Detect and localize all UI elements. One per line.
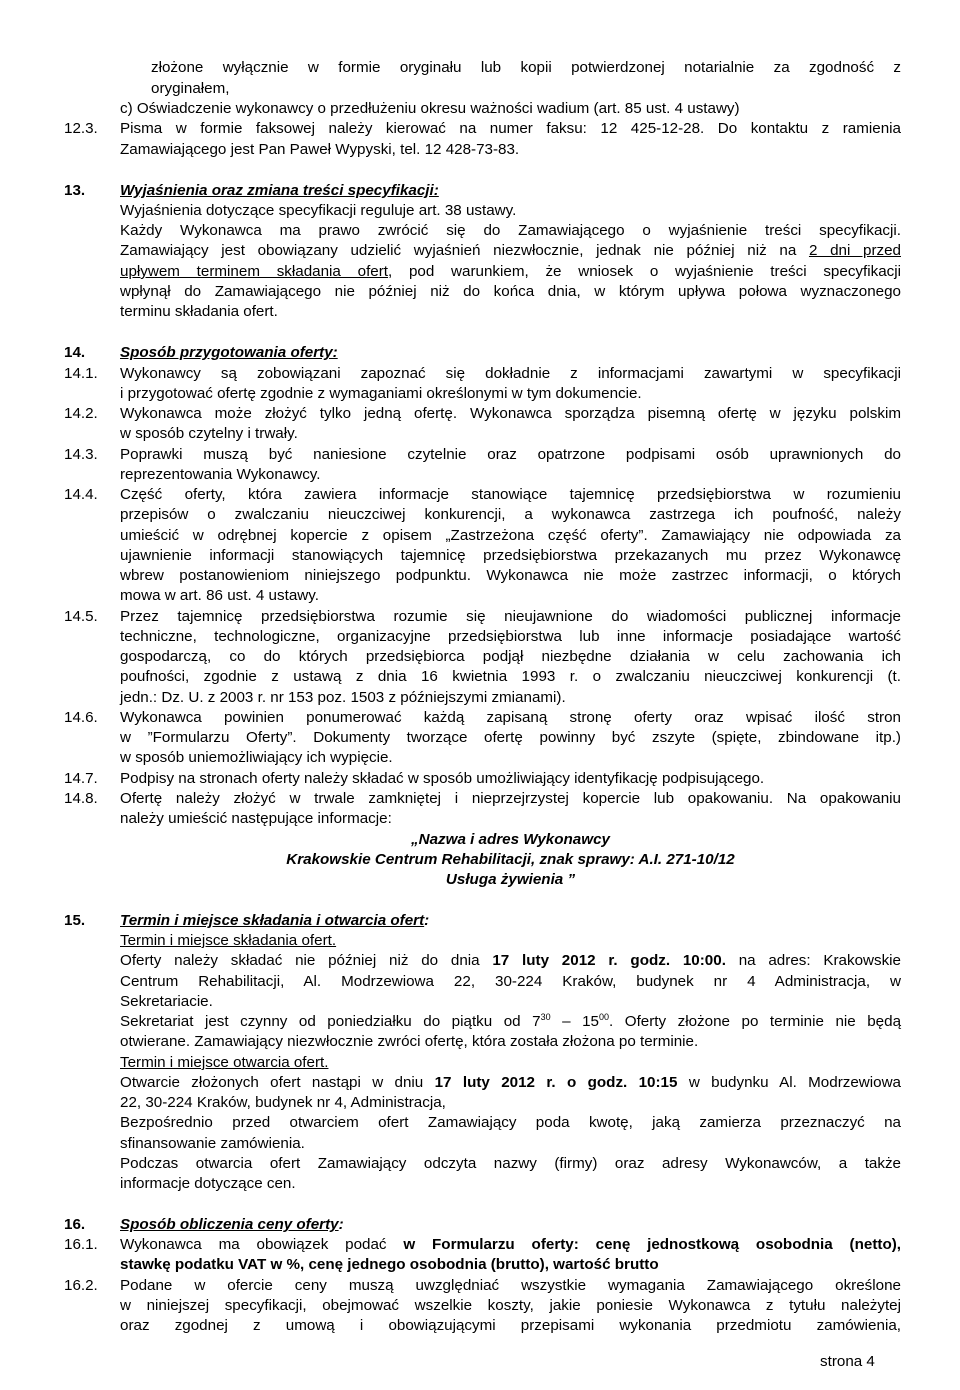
text-line: c) Oświadczenie wykonawcy o przedłużeniu okresu ważności wadium (art. 85 ust. 4 ustawy) (120, 100, 740, 117)
text-line: informacje dotyczące cen. (120, 1175, 296, 1192)
text-line: Podane w ofercie ceny muszą uwzględniać wszystkie wymagania Zamawiającego określone (120, 1277, 901, 1294)
text-line: otwierane. Zamawiający niezwłocznie zwróci ofertę, która została złożona po terminie. (120, 1033, 699, 1050)
section-number: 16. (64, 1216, 86, 1233)
section-number: 14.3. (64, 446, 98, 463)
underlined-text: upływem terminem składania ofert (120, 263, 389, 280)
section-number: 16.2. (64, 1277, 98, 1294)
text-line: Wyjaśnienia dotyczące specyfikacji reguluje art. 38 ustawy. (120, 202, 517, 219)
subheading: Termin i miejsce otwarcia ofert. (120, 1054, 329, 1071)
text-run: Sekretariat jest czynny od poniedziałku do piątku od 7 (120, 1013, 541, 1030)
text-line: mowa w art. 86 ust. 4 ustawy. (120, 587, 319, 604)
text-run: , pod warunkiem, że wniosek o wyjaśnienie treści specyfikacji (388, 263, 901, 280)
text-line: Przez tajemnicę przedsiębiorstwa rozumie się nieujawnione do wiadomości publicznej informacje (120, 608, 901, 625)
section-heading: Sposób przygotowania oferty: (120, 344, 338, 361)
text-line: złożone wyłącznie w formie oryginału lub kopii potwierdzonej notarialnie za zgodność z (151, 59, 901, 76)
text-line: gospodarczą, co do których przedsiębiorca podjął niezbędne działania w celu zachowania ich (120, 648, 901, 665)
text-run: Otwarcie złożonych ofert nastąpi w dniu (120, 1074, 435, 1091)
page-number: strona 4 (820, 1353, 875, 1370)
section-number: 13. (64, 182, 86, 199)
section-number: 14. (64, 344, 86, 361)
text-line: 22, 30-224 Kraków, budynek nr 4, Administracja, (120, 1094, 446, 1111)
text-line: ujawnienie informacji stanowiących tajemnicę przedsiębiorstwa przekazanych mu przez Wykonawcę (120, 547, 901, 564)
heading-colon: : (424, 912, 430, 929)
section-heading: Wyjaśnienia oraz zmiana treści specyfikacji: (120, 182, 439, 199)
heading-colon: : (338, 1216, 344, 1233)
text-line: Sekretariacie. (120, 993, 213, 1010)
text-line (120, 241, 901, 261)
superscript: 00 (599, 1012, 610, 1022)
text-line (120, 262, 901, 282)
text-line: Zamawiającego jest Pan Paweł Wypyski, tel. 12 428-73-83. (120, 141, 520, 158)
text-line: sfinansowanie zamówienia. (120, 1135, 305, 1152)
text-line: należy umieścić następujące informacje: (120, 810, 392, 827)
section-number: 16.1. (64, 1236, 98, 1253)
section-heading-text: Termin i miejsce składania i otwarcia ofert (120, 912, 425, 929)
envelope-label: „Nazwa i adres Wykonawcy (411, 831, 610, 848)
section-number: 12.3. (64, 120, 98, 137)
text-line: Podpisy na stronach oferty należy składać w sposób umożliwiający identyfikację podpisującego. (120, 770, 765, 787)
text-line: Wykonawcy są zobowiązani zapoznać się dokładnie z informacjami zawartymi w specyfikacji (120, 365, 901, 382)
text-line (120, 951, 901, 971)
section-number: 14.1. (64, 365, 98, 382)
envelope-label: Krakowskie Centrum Rehabilitacji, znak sprawy: A.I. 271-10/12 (286, 851, 735, 868)
text-line: w niniejszej specyfikacji, obejmować wszelkie koszty, jakie poniesie Wykonawca z tytułu należytej (120, 1297, 901, 1314)
text-line: wpłynął do Zamawiającego nie później niż do końca dnia, w którym upływa połowa wyznaczonego (120, 283, 901, 300)
bold-text: 17 luty 2012 r. o godz. 10:15 (434, 1074, 678, 1091)
text-line: stawkę podatku VAT w %, cenę jednego osobodnia (brutto), wartość brutto (120, 1256, 659, 1273)
underlined-text: 2 dni przed (808, 242, 901, 259)
text-line: techniczne, technologiczne, organizacyjne przedsiębiorstwa lub inne informacje posiadające wartość (120, 628, 901, 645)
text-line: Wykonawca może złożyć tylko jedną ofertę. Wykonawca sporządza pisemną ofertę w języku polskim (120, 405, 901, 422)
text-run: – 15 (550, 1013, 599, 1030)
text-line (120, 1012, 901, 1032)
text-run: Oferty należy składać nie później niż do dnia (120, 952, 493, 969)
text-line: jedn.: Dz. U. z 2003 r. nr 153 poz. 1503 z późniejszymi zmianami). (120, 689, 566, 706)
subheading: Termin i miejsce składania ofert. (120, 932, 337, 949)
text-line: oraz zgodnej z umową i obowiązującymi przepisami wykonania przedmiotu zamówienia, (120, 1317, 901, 1334)
text-line: w ”Formularzu Oferty”. Dokumenty tworzące ofertę powinny być zszyte (spięte, zbindowane itp.) (120, 729, 901, 746)
text-line: Część oferty, która zawiera informacje stanowiące tajemnicę przedsiębiorstwa w rozumieniu (120, 486, 901, 503)
section-heading (120, 1215, 901, 1235)
text-line: i przygotować ofertę zgodnie z wymaganiami określonymi w tym dokumencie. (120, 385, 642, 402)
section-number: 15. (64, 912, 86, 929)
text-line (120, 1073, 901, 1093)
text-line: wbrew postanowieniom niniejszego podpunktu. Wykonawca nie może zastrzec informacji, o których (120, 567, 901, 584)
text-line: Wykonawca powinien ponumerować każdą zapisaną stronę oferty oraz wpisać ilość stron (120, 709, 901, 726)
text-line: reprezentowania Wykonawcy. (120, 466, 321, 483)
text-line: przepisów o zwalczaniu nieuczciwej konkurencji, a wykonawca zastrzega ich poufność, należy (120, 506, 901, 523)
section-number: 14.8. (64, 790, 98, 807)
text-line: w sposób czytelny i trwały. (120, 425, 298, 442)
text-line: umieścić w odrębnej kopercie z opisem „Zastrzeżona część oferty”. Zamawiający nie odpowiada za (120, 527, 901, 544)
section-heading (120, 911, 901, 931)
text-line: poufności, zgodnie z ustawą z dnia 16 kwietnia 1993 r. o zwalczaniu nieuczciwej konkurencji (t. (120, 668, 901, 685)
text-line: Podczas otwarcia ofert Zamawiający odczyta nazwy (firmy) oraz adresy Wykonawców, a także (120, 1155, 901, 1172)
section-number: 14.6. (64, 709, 98, 726)
text-line: Centrum Rehabilitacji, Al. Modrzewiowa 22, 30-224 Kraków, budynek nr 4 Administracja, w (120, 973, 901, 990)
text-run: Wykonawca ma obowiązek podać (120, 1236, 404, 1253)
section-number: 14.2. (64, 405, 98, 422)
text-line: w sposób uniemożliwiający ich wypięcie. (120, 749, 393, 766)
text-line: oryginałem, (151, 80, 230, 97)
text-run: w budynku Al. Modrzewiowa (677, 1074, 901, 1091)
text-line: Poprawki muszą być naniesione czytelnie oraz opatrzone podpisami osób uprawnionych do (120, 446, 901, 463)
text-line: terminu składania ofert. (120, 303, 278, 320)
bold-text: 17 luty 2012 r. godz. 10:00. (492, 952, 726, 969)
section-number: 14.4. (64, 486, 98, 503)
text-line: Każdy Wykonawca ma prawo zwrócić się do Zamawiającego o wyjaśnienie treści specyfikacji. (120, 222, 901, 239)
envelope-label: Usługa żywienia ” (445, 871, 576, 888)
section-number: 14.5. (64, 608, 98, 625)
text-line: Ofertę należy złożyć w trwale zamkniętej i nieprzejrzystej kopercie lub opakowaniu. Na opakowaniu (120, 790, 901, 807)
superscript: 30 (540, 1012, 551, 1022)
text-run: . Oferty złożone po terminie nie będą (609, 1013, 902, 1030)
text-run: na adres: Krakowskie (725, 952, 901, 969)
section-number: 14.7. (64, 770, 98, 787)
text-line (120, 1235, 901, 1255)
text-line: Pisma w formie faksowej należy kierować na numer faksu: 12 425-12-28. Do kontaktu z ramienia (120, 120, 901, 137)
text-run: Zamawiający jest obowiązany udzielić wyjaśnień niezwłocznie, jednak nie później niż na (120, 242, 809, 259)
section-heading-text: Sposób obliczenia ceny oferty (120, 1216, 339, 1233)
text-line: Bezpośrednio przed otwarciem ofert Zamawiający poda kwotę, jaką zamierza przeznaczyć na (120, 1114, 901, 1131)
bold-text: w Formularzu oferty: cenę jednostkową osobodnia (netto), (403, 1236, 902, 1253)
